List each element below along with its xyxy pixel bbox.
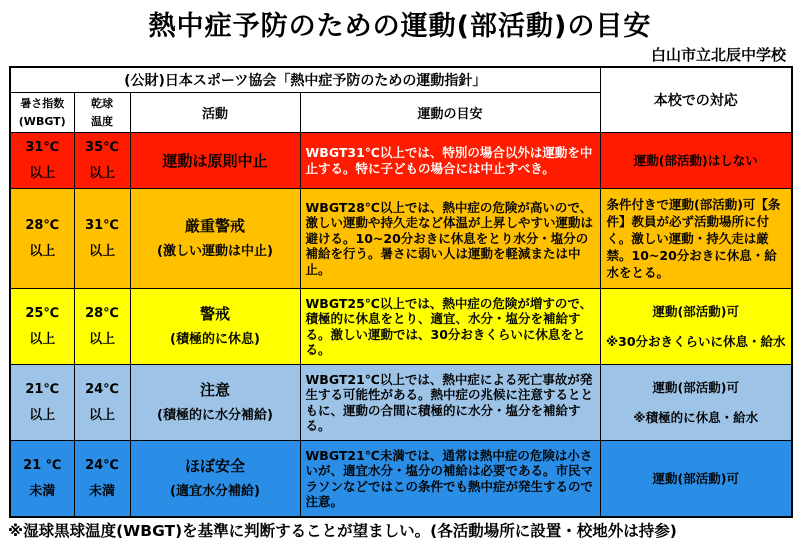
wbgt-header-line1: 暑さ指数 — [20, 96, 65, 110]
source-header: (公財)日本スポーツ協会「熱中症予防のための運動指針」 — [10, 67, 600, 93]
response-text: 条件付きで運動(部活動)可【条件】教員が必ず活動場所に付く。激しい運動・持久走は厳禁。10~20分おきに休息・給水をとる。 — [606, 197, 781, 281]
wbgt-cell — [10, 133, 74, 189]
activity-label: 警戒 — [199, 304, 230, 323]
dry-temp-cell — [74, 289, 130, 365]
wbgt-value: 28℃ — [25, 217, 60, 233]
response-text: 運動(部活動)可 — [652, 303, 739, 319]
response-cell — [600, 365, 792, 441]
activity-cell — [130, 365, 300, 441]
dry-temp-range: 以上 — [88, 243, 115, 259]
guideline-desc: WBGT21℃未満では、通常は熱中症の危険は小さいが、適宜水分・塩分の補給は必要である。市民マラソンなどではこの条件でも熱中症が発生するので注意。 — [300, 441, 600, 517]
wbgt-cell — [10, 289, 74, 365]
footnote: ※湿球黒球温度(WBGT)を基準に判断することが望ましい。(各活動場所に設置・校地外は持参) — [8, 522, 677, 540]
activity-sublabel: (適宜水分補給) — [170, 483, 260, 499]
wbgt-cell — [10, 365, 74, 441]
dry-temp-range: 以上 — [88, 331, 115, 347]
activity-sublabel: (積極的に水分補給) — [157, 407, 273, 423]
wbgt-value: 25℃ — [25, 305, 60, 321]
wbgt-range: 以上 — [29, 407, 56, 423]
activity-cell — [130, 441, 300, 517]
activity-label: 運動は原則中止 — [162, 151, 268, 170]
guideline-desc: WBGT25℃以上では、熱中症の危険が増すので、積極的に休息をとり、適宜、水分・塩分を補給する。激しい運動では、30分おきくらいに休息をとる。 — [300, 289, 600, 365]
response-cell — [600, 441, 792, 517]
table-row — [10, 365, 792, 441]
response-text: 運動(部活動)はしない — [633, 152, 758, 168]
response-note: ※積極的に休息・給水 — [633, 409, 759, 425]
wbgt-value: 21℃ — [25, 381, 60, 397]
response-text: 運動(部活動)可 — [652, 379, 739, 395]
response-cell — [600, 189, 792, 289]
table-row — [10, 189, 792, 289]
dry-temp-header-line2: 温度 — [91, 114, 113, 128]
wbgt-cell — [10, 189, 74, 289]
dry-temp-value: 35℃ — [85, 139, 119, 155]
table-row — [10, 441, 792, 517]
dry-temp-cell — [74, 441, 130, 517]
dry-temp-header — [74, 93, 130, 133]
activity-header: 活動 — [130, 93, 300, 133]
dry-temp-cell — [74, 365, 130, 441]
wbgt-range: 未満 — [29, 483, 56, 499]
activity-cell — [130, 289, 300, 365]
activity-sublabel: (積極的に休息) — [170, 331, 260, 347]
heat-guideline-table — [9, 66, 793, 518]
guideline-header: 運動の目安 — [300, 93, 600, 133]
wbgt-cell — [10, 441, 74, 517]
wbgt-header — [10, 93, 74, 133]
wbgt-value: 21 ℃ — [23, 457, 62, 473]
dry-temp-range: 以上 — [88, 407, 115, 423]
dry-temp-cell — [74, 133, 130, 189]
dry-temp-value: 24℃ — [85, 457, 119, 473]
table-row — [10, 289, 792, 365]
dry-temp-value: 24℃ — [85, 381, 119, 397]
activity-label: 厳重警戒 — [184, 216, 245, 235]
school-name: 白山市立北辰中学校 — [650, 46, 786, 64]
response-text: 運動(部活動)可 — [652, 470, 739, 486]
dry-temp-range: 以上 — [88, 165, 115, 181]
dry-temp-value: 31℃ — [85, 217, 119, 233]
guideline-desc: WBGT21℃以上では、熱中症による死亡事故が発生する可能性がある。熱中症の兆候に注意するとともに、運動の合間に積極的に水分・塩分を補給する。 — [300, 365, 600, 441]
activity-cell — [130, 189, 300, 289]
activity-label: ほぼ安全 — [184, 456, 245, 475]
wbgt-header-line2: (WBGT) — [18, 114, 66, 128]
school-response-header: 本校での対応 — [600, 67, 792, 133]
wbgt-range: 以上 — [29, 243, 56, 259]
wbgt-range: 以上 — [29, 331, 56, 347]
dry-temp-range: 未満 — [88, 483, 115, 499]
response-cell — [600, 289, 792, 365]
table-row — [10, 133, 792, 189]
activity-sublabel: (激しい運動は中止) — [157, 243, 273, 259]
wbgt-range: 以上 — [29, 165, 56, 181]
response-note: ※30分おきくらいに休息・給水 — [605, 333, 786, 349]
wbgt-value: 31℃ — [25, 139, 60, 155]
dry-temp-header-line1: 乾球 — [91, 96, 113, 110]
page-title: 熱中症予防のための運動(部活動)の目安 — [148, 11, 652, 42]
dry-temp-value: 28℃ — [85, 305, 119, 321]
activity-cell — [130, 133, 300, 189]
dry-temp-cell — [74, 189, 130, 289]
guideline-desc: WBGT28℃以上では、熱中症の危険が高いので、激しい運動や持久走など体温が上昇しやすい運動は避ける。10~20分おきに休息をとり水分・塩分の補給を行う。暑さに弱い人は運動を軽減または中止。 — [300, 189, 600, 289]
guideline-desc: WBGT31℃以上では、特別の場合以外は運動を中止する。特に子どもの場合には中止すべき。 — [300, 133, 600, 189]
activity-label: 注意 — [199, 380, 230, 399]
response-cell — [600, 133, 792, 189]
